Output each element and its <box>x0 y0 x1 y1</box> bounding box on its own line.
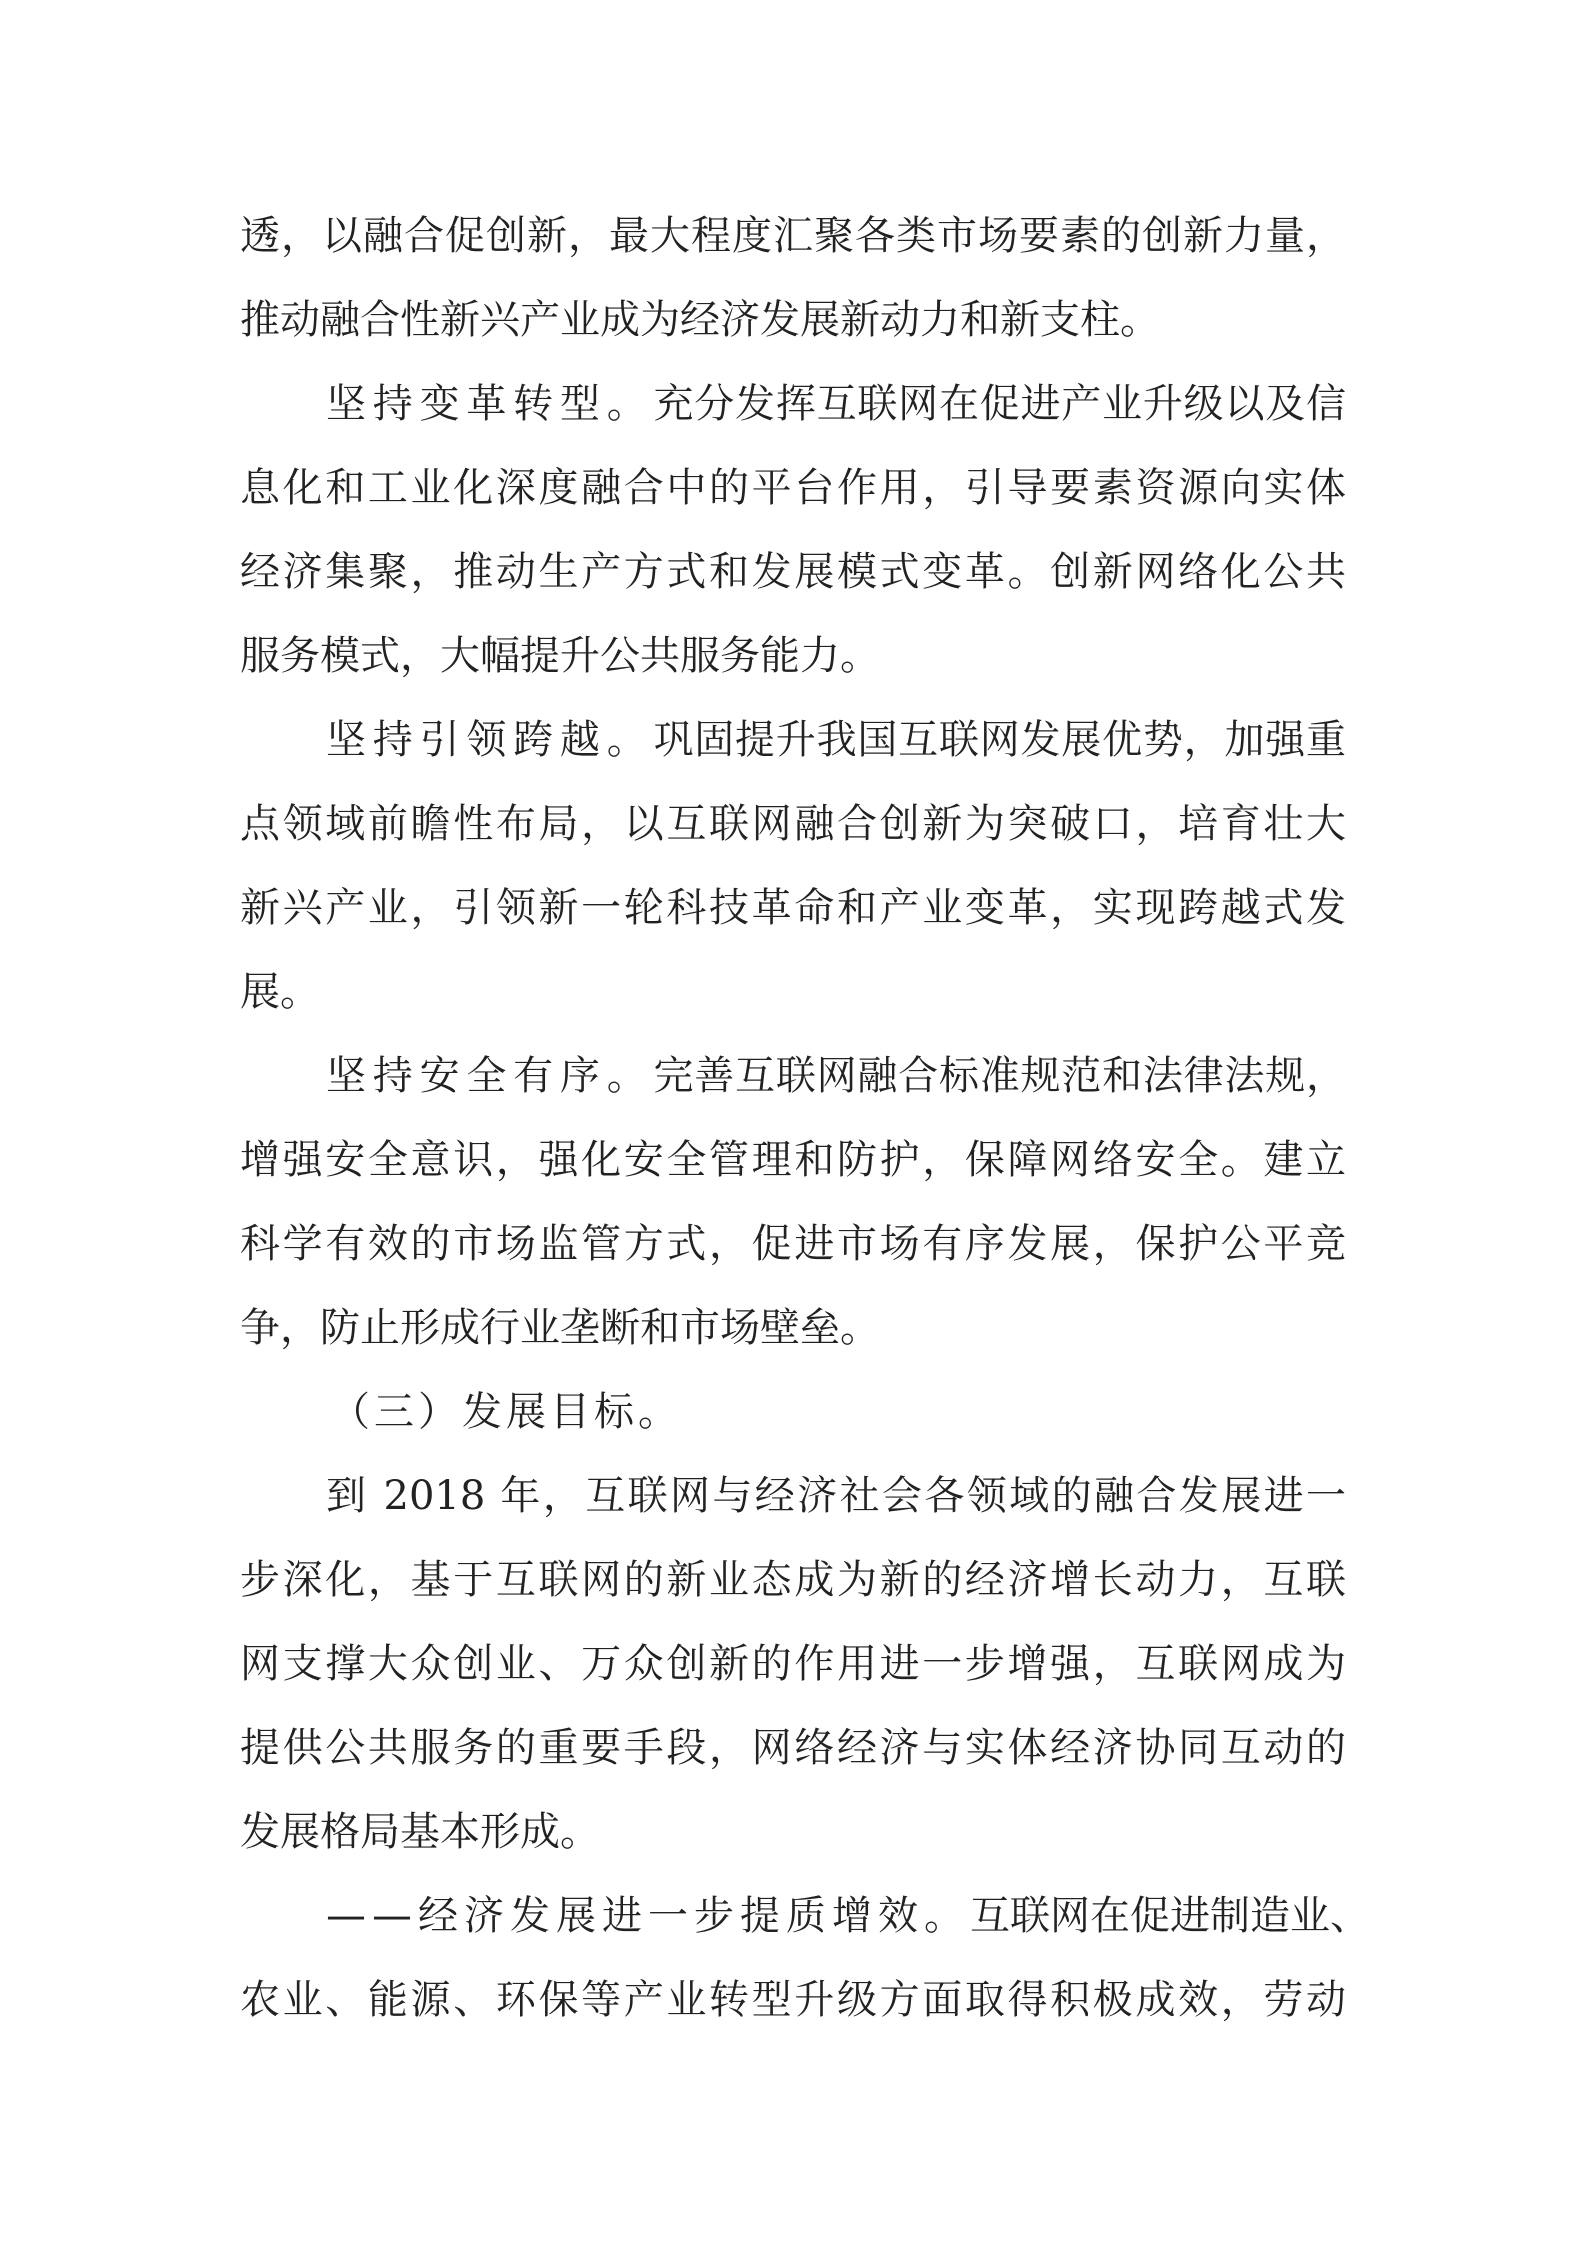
paragraph-line: 争，防止形成行业垄断和市场壁垒。 <box>240 1305 880 1351</box>
paragraph-line: 科学有效的市场监管方式，促进市场有序发展，保护公平竞 <box>240 1221 1346 1267</box>
paragraph-first-line <box>326 374 1346 434</box>
paragraph-line: 步深化，基于互联网的新业态成为新的经济增长动力，互联 <box>240 1557 1346 1603</box>
paragraph-first-line <box>326 710 1346 770</box>
paragraph-text: 完善互联网融合标准规范和法律法规， <box>653 1053 1347 1099</box>
paragraph-first-line <box>326 1046 1346 1106</box>
paragraph-line: 透，以融合促创新，最大程度汇聚各类市场要素的创新力量， <box>240 213 1346 259</box>
paragraph-text: 互联网在促进制造业、 <box>970 1893 1370 1939</box>
paragraph-line: 提供公共服务的重要手段，网络经济与实体经济协同互动的 <box>240 1725 1346 1771</box>
paragraph-text: 充分发挥互联网在促进产业升级以及信 <box>653 381 1347 427</box>
paragraph-lead-phrase: 坚持变革转型。 <box>326 381 654 427</box>
paragraph-line: 新兴产业，引领新一轮科技革命和产业变革，实现跨越式发 <box>240 885 1346 931</box>
paragraph-lead-phrase: ——经济发展进一步提质增效。 <box>326 1893 970 1939</box>
paragraph-first-line: 到 2018 年，互联网与经济社会各领域的融合发展进一 <box>326 1473 1346 1519</box>
paragraph-line: 增强安全意识，强化安全管理和防护，保障网络安全。建立 <box>240 1137 1346 1183</box>
paragraph-text: 巩固提升我国互联网发展优势，加强重 <box>653 717 1347 763</box>
paragraph-line: 发展格局基本形成。 <box>240 1809 600 1855</box>
paragraph-lead-phrase: 坚持安全有序。 <box>326 1053 654 1099</box>
paragraph-first-line <box>326 1886 1370 1946</box>
paragraph-lead-phrase: 坚持引领跨越。 <box>326 717 654 763</box>
section-heading: （三）发展目标。 <box>330 1389 682 1435</box>
paragraph-line: 展。 <box>240 969 320 1015</box>
paragraph-line: 推动融合性新兴产业成为经济发展新动力和新支柱。 <box>240 297 1160 343</box>
paragraph-line: 经济集聚，推动生产方式和发展模式变革。创新网络化公共 <box>240 549 1346 595</box>
paragraph-line: 服务模式，大幅提升公共服务能力。 <box>240 633 880 679</box>
paragraph-line: 农业、能源、环保等产业转型升级方面取得积极成效，劳动 <box>240 1977 1346 2023</box>
paragraph-line: 点领域前瞻性布局，以互联网融合创新为突破口，培育壮大 <box>240 801 1346 847</box>
paragraph-line: 网支撑大众创业、万众创新的作用进一步增强，互联网成为 <box>240 1641 1346 1687</box>
paragraph-line: 息化和工业化深度融合中的平台作用，引导要素资源向实体 <box>240 465 1346 511</box>
